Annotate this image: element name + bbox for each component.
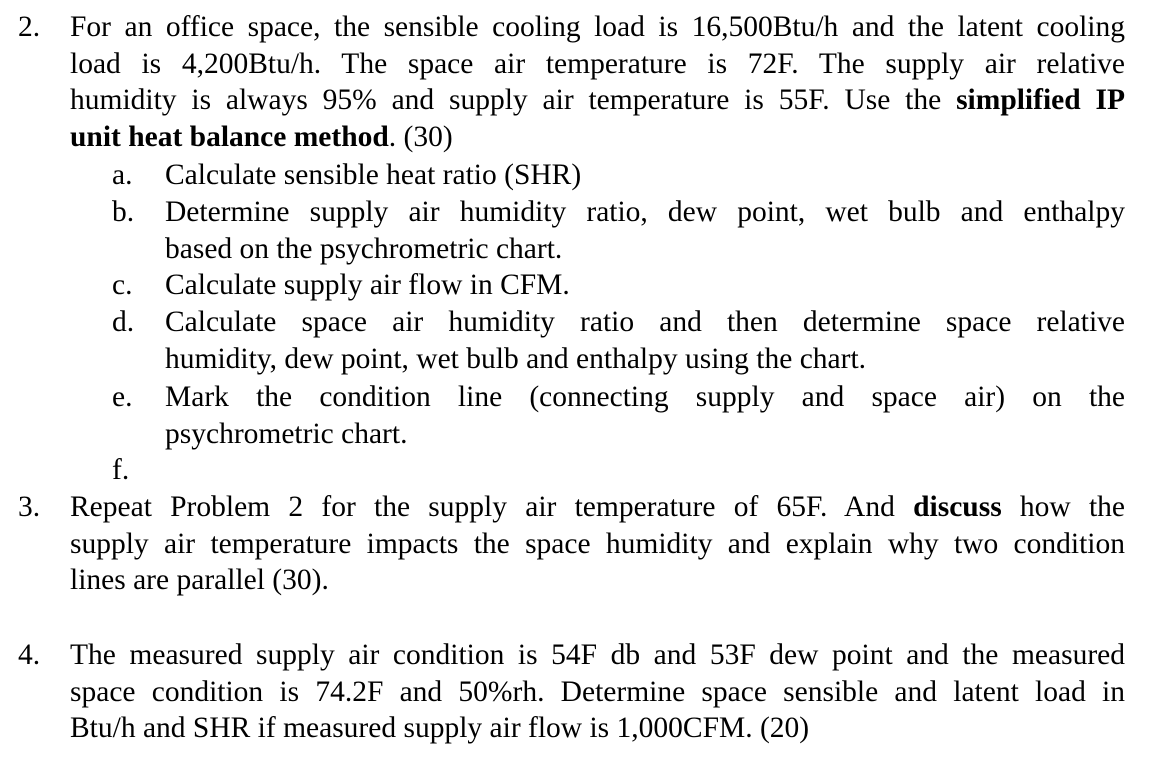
text-line: Calculate supply air flow in CFM. bbox=[165, 269, 570, 301]
sub-label: e. bbox=[112, 381, 133, 413]
text-line: For an office space, the sensible cooling load is 16,500Btu/h and the latent cooling bbox=[70, 11, 1125, 43]
sub-label: b. bbox=[112, 196, 135, 228]
problem-number: 2. bbox=[18, 11, 41, 43]
sub-text bbox=[165, 267, 1125, 304]
sub-text bbox=[165, 304, 1125, 377]
text-line: lines are parallel (30). bbox=[70, 564, 329, 596]
text-line bbox=[70, 119, 1125, 156]
text-line bbox=[70, 82, 1125, 119]
text-line: Mark the condition line (connecting supply and space air) on the bbox=[165, 381, 1125, 413]
sub-text bbox=[165, 379, 1125, 452]
problem-text bbox=[70, 9, 1125, 155]
sub-text bbox=[165, 194, 1125, 267]
problem-number: 4. bbox=[18, 639, 41, 671]
sub-text bbox=[165, 157, 1125, 194]
text-line bbox=[70, 489, 1125, 526]
bold-phrase: unit heat balance method bbox=[70, 120, 389, 153]
text-line: based on the psychrometric chart. bbox=[165, 232, 563, 265]
bold-phrase: simplified IP bbox=[956, 84, 1125, 116]
text-line: Calculate space air humidity ratio and then determine space relative bbox=[165, 306, 1125, 338]
text-line: load is 4,200Btu/h. The space air temperature is 72F. The supply air relative bbox=[70, 47, 1125, 80]
problem-number: 3. bbox=[18, 491, 41, 523]
text-line: The measured supply air condition is 54F db and 53F dew point and the measured bbox=[70, 639, 1125, 671]
text-segment: . (30) bbox=[388, 120, 453, 153]
problem-text bbox=[70, 637, 1125, 747]
text-line: Determine supply air humidity ratio, dew point, wet bulb and enthalpy bbox=[165, 196, 1125, 228]
text-segment: humidity is always 95% and supply air temperature is 55F. Use the bbox=[70, 84, 957, 116]
text-segment: Repeat Problem 2 for the supply air temperature of 65F. And bbox=[70, 491, 914, 523]
sub-label: f. bbox=[112, 454, 130, 486]
text-line: Calculate sensible heat ratio (SHR) bbox=[165, 159, 582, 191]
sub-label: a. bbox=[112, 159, 133, 191]
text-line: Btu/h and SHR if measured supply air flow is 1,000CFM. (20) bbox=[70, 712, 810, 744]
sub-label: d. bbox=[112, 306, 135, 338]
sub-label: c. bbox=[112, 269, 133, 301]
problem-text bbox=[70, 489, 1125, 599]
text-line: humidity, dew point, wet bulb and enthalpy using the chart. bbox=[165, 342, 867, 375]
text-line: space condition is 74.2F and 50%rh. Determine space sensible and latent load in bbox=[70, 675, 1125, 708]
text-line: supply air temperature impacts the space humidity and explain why two condition bbox=[70, 527, 1125, 560]
text-segment: how the bbox=[1001, 491, 1126, 523]
bold-word: discuss bbox=[913, 491, 1002, 523]
text-line: psychrometric chart. bbox=[165, 417, 408, 450]
